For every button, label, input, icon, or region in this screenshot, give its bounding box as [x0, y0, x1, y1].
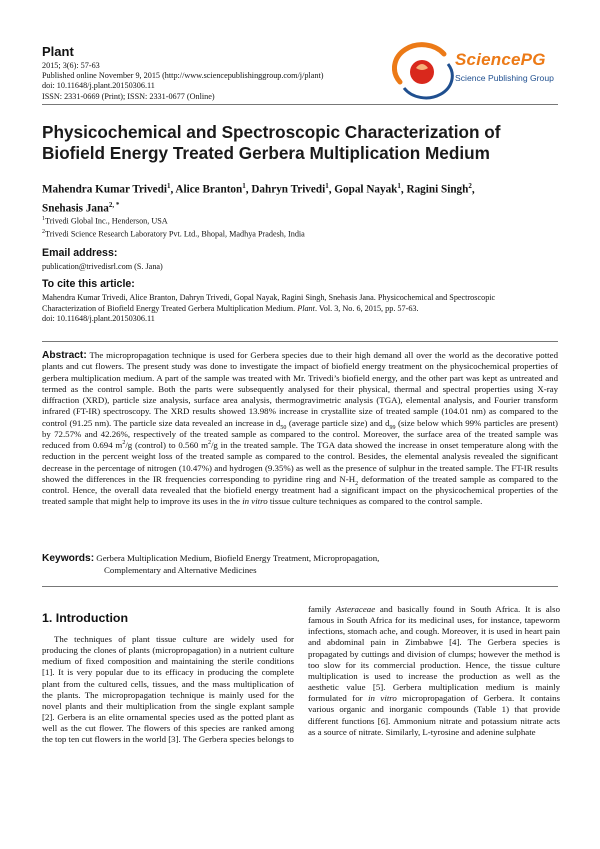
- body-text: micropropagation of Gerbera. It contains various organic and inorganic compounds (Table 1) that provide different functions [6]. Ammonium nitrate and potassium nitrate acts as a source of nitrate. Similarly, L-tyrosine and adenine sulphate: [308, 693, 560, 737]
- author-name: Ragini Singh: [406, 183, 469, 196]
- affiliation-sup: 1: [42, 216, 45, 222]
- email-address[interactable]: publication@trivedisrl.com (S. Jana): [42, 262, 163, 271]
- author-sup: 1: [397, 182, 401, 190]
- affiliation-text: Trivedi Science Research Laboratory Pvt. Ltd., Bhopal, Madhya Pradesh, India: [45, 229, 305, 239]
- abstract-italic: in vitro: [242, 496, 268, 507]
- author-sup: 1: [166, 182, 171, 190]
- citation-journal: Plant: [297, 303, 315, 313]
- citation-text: [42, 293, 562, 325]
- affiliation-1: [42, 214, 562, 227]
- abstract-sub: 50: [280, 424, 287, 431]
- author-name: Mahendra Kumar Trivedi: [42, 183, 167, 196]
- journal-issue: 2015; 3(6): 57-63: [42, 61, 100, 70]
- author-name: Snehasis Jana: [42, 202, 109, 215]
- cite-heading: To cite this article:: [42, 278, 135, 290]
- author-list: Mahendra Kumar Trivedi$^1$, Alice Branton$^1$, Dahryn Trivedi$^1$, Gopal Nayak$^1$, Ragini Singh$^2$, Snehasis Jana$^{2, *}$: [42, 182, 475, 215]
- email-heading: Email address:: [42, 247, 118, 259]
- title-line-1: Physicochemical and Spectroscopic Characterization of: [42, 122, 501, 142]
- abstract-text: /g (control) to 0.560 m: [125, 440, 208, 450]
- citation-line: Mahendra Kumar Trivedi, Alice Branton, Dahryn Trivedi, Gopal Nayak, Ragini Singh, Snehasis Jana. Physicochemical and Spectroscopic: [42, 293, 496, 302]
- abstract-label: Abstract:: [42, 350, 87, 361]
- author-sup: 1: [325, 182, 329, 190]
- affiliation-sup: 2: [42, 228, 45, 235]
- affiliation-text: Trivedi Global Inc., Henderson, USA: [45, 216, 168, 226]
- abstract-text: deformation of the treated sample as compared to the control. Hence, the overall data revealed that the biofield energy treatment had a significant impact on the physicochemical properties of the treated sample that might help to improve its uses in the: [42, 473, 558, 507]
- abstract-sup: 2: [122, 440, 126, 447]
- affiliation-2: [42, 227, 562, 240]
- body-column-right: [308, 604, 560, 738]
- author-name: Alice Branton: [175, 183, 243, 196]
- citation-title: Characterization of Biofield Energy Treated Gerbera Multiplication Medium.: [42, 303, 298, 313]
- author-name: Gopal Nayak: [334, 183, 398, 196]
- abstract-text: tissue culture techniques as compared to the control sample.: [267, 496, 483, 507]
- abstract-sub: 2: [355, 480, 359, 487]
- body-rule: [42, 586, 558, 587]
- body-italic: in vitro: [368, 693, 397, 704]
- keywords-text: Gerbera Multiplication Medium, Biofield Energy Treatment, Micropropagation,: [94, 553, 380, 563]
- abstract-text: (size below which 99% particles are present) by 72.57% and 42.26%, respectively of the treated sample as compared to the control. Moreover, the surface area of the treated sample was reduced from 0.694 m: [42, 417, 558, 450]
- abstract-sup: 2: [207, 440, 211, 447]
- author-name: Dahryn Trivedi: [251, 183, 326, 196]
- journal-doi[interactable]: doi: 10.11648/j.plant.20150306.11: [42, 81, 155, 91]
- body-text: family: [308, 604, 336, 614]
- journal-published[interactable]: Published online November 9, 2015 (http://www.sciencepublishinggroup.com/j/plant): [42, 71, 324, 81]
- journal-name: Plant: [42, 44, 74, 59]
- author-sup: 2: [468, 182, 472, 190]
- author-sup: 2, *: [108, 201, 120, 210]
- sciencepg-logo: [392, 42, 562, 100]
- abstract-text: /g in the treated sample. The TGA data showed the increase in onset temperature along with the reduction in the percent weight loss of the treated sample as compared to the control. Besides, the elemental analysis revealed the significant decrease in the percentage of nitrogen (10.47%) and hydrogen (9.35%) as well as the presence of sulphur in the treated sample. The FT-IR results showed the differences in the IR frequencies corresponding to pyridine ring and N-H: [42, 440, 559, 484]
- journal-header: [42, 44, 402, 102]
- abstract-text: The micropropagation technique is used for Gerbera species due to their high demand all over the world as the decorative potted plants and cut flowers. The present study was done to investigate the impact of biofield energy treatment on the physicochemical properties of gerbera multiplication medium. A part of the sample was treated with Mr. Trivedi’s biofield energy, and the other part was kept as untreated and termed as the control sample. Both the parts were subsequently analysed for their physical, thermal and spectral properties using X-ray diffraction (XRD), particle size analysis, surface area analysis, thermogravimetric analysis (TGA), elemental analysis, and Fourier transform infrared (FT-IR) spectroscopy. The XRD results showed 13.98% increase in crystallite size of treated sample (104.01 nm) as compared to the control (91.25 nm). The particle size data revealed an increase in d: [42, 350, 558, 428]
- citation-volume: . Vol. 3, No. 6, 2015, pp. 57-63.: [314, 303, 419, 313]
- author-sup: 1: [242, 182, 246, 190]
- logo-wordmark: SciencePG: [455, 50, 546, 69]
- logo-subtitle: Science Publishing Group: [455, 73, 554, 83]
- citation-line: [42, 304, 562, 315]
- keywords-label: Keywords:: [42, 553, 95, 564]
- title-line-2: Biofield Energy Treated Gerbera Multiplication Medium: [42, 143, 490, 163]
- abstract-sub: 99: [389, 424, 396, 431]
- paper-title: [42, 122, 562, 164]
- logo-globe-icon: [392, 42, 454, 100]
- citation-doi[interactable]: doi: 10.11648/j.plant.20150306.11: [42, 314, 155, 324]
- body-italic: Asteraceae: [335, 604, 376, 614]
- abstract: [42, 350, 558, 508]
- keywords-line: [42, 553, 558, 565]
- section-heading-introduction: 1. Introduction: [42, 611, 129, 625]
- abstract-text: (average particle size) and d: [286, 417, 390, 428]
- keywords: [42, 553, 558, 576]
- body-column-left: The techniques of plant tissue culture are widely used for producing the clones of plants (micropropagation) in a nutrient culture medium of fixed composition and maintaining the sterile conditions [1]. It is very popular due to its efficacy in producing the complete plant from the cultured cells, tissues, and the mass multiplication of the plants. The micropropagation technique is mainly used for the novel plants and their multiplication from the single explant sample [2]. Gerbera is an elite ornamental species used as the potted plant as well as the cut flower. The flowers of this species are ranked among the top ten cut flowers in the world [3]. The Gerbera species belongs to: [42, 634, 294, 745]
- journal-issn: ISSN: 2331-0669 (Print); ISSN: 2331-0677 (Online): [42, 91, 215, 101]
- keywords-text: Complementary and Alternative Medicines: [104, 564, 257, 575]
- header-rule: [42, 104, 558, 105]
- abstract-rule: [42, 341, 558, 342]
- affiliations: [42, 214, 562, 239]
- body-text: and basically found in South Africa. It is also famous in South Africa for its medicinal uses, for instance, tapeworm infections, stomach ache, and cough. Moreover, it is used in heart pain and abdominal pain in Zimbabwe [4]. The Gerbera species is propagated by cuttings and division of clumps; however the method is too slow for its commercial production. Hence, the tissue culture multiplication is used to increase the production as well as the aesthetic value [5]. Gerbera multiplication medium is mainly formulated for: [308, 604, 560, 704]
